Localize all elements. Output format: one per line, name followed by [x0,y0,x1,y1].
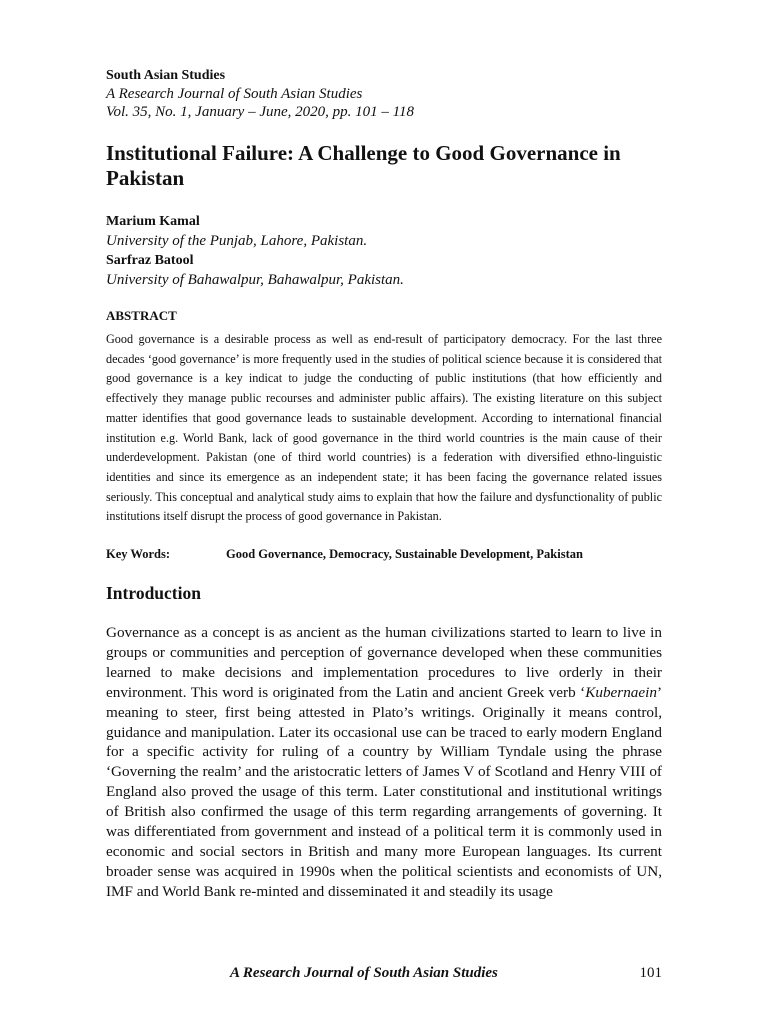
author-affiliation: University of the Punjab, Lahore, Pakistan. [106,233,368,249]
section-heading-introduction: Introduction [106,583,201,604]
article-title: Institutional Failure: A Challenge to Good Governance in Pakistan [106,141,621,190]
intro-text-part-1: Governance as a concept is as ancient as the human civilizations started to learn to live in groups or communities and perception of governance developed when these communities learned to make decisions and implementation procedures to live orderly in their environment. This word is originated from the Latin and ancient Greek verb ‘ [106,624,662,701]
footer-journal-name: A Research Journal of South Asian Studies [230,965,498,981]
volume-info: Vol. 35, No. 1, January – June, 2020, pp. 101 – 118 [106,104,415,120]
abstract-heading: ABSTRACT [106,308,177,323]
keywords-row [106,546,662,562]
author-name: Sarfraz Batool [106,253,194,268]
intro-text-part-2: ’ meaning to steer, first being attested in Plato’s writings. Originally it means control, guidance and manipulation. Later its occasional use can be traced to early modern England for a specific activity for ruling of a country by William Tyndale using the phrase ‘Governing the realm’ and the aristocratic letters of James V of Scotland and Henry VIII of England also proved the usage of this term. Later constitutional and institutional writings of British also confirmed the usage of this term regarding arrangements of governing. It was differentiated from government and instead of a political term it is commonly used in economic and social sectors in British and many more European languages. Its current broader sense was acquired in 1990s when the political scientists and economists of UN, IMF and World Bank re-minted and disseminated it and steadily its usage [106,683,662,900]
page-number: 101 [639,965,662,981]
keywords-value: Good Governance, Democracy, Sustainable Development, Pakistan [226,547,583,562]
journal-name: South Asian Studies [106,68,226,83]
intro-term-kubernaein: Kubernaein [585,683,657,701]
article-page [106,66,662,902]
author-list [106,212,662,290]
introduction-paragraph [106,623,662,902]
journal-subtitle: A Research Journal of South Asian Studies [106,86,363,102]
author-name: Marium Kamal [106,214,200,229]
keywords-label: Key Words: [106,547,171,562]
page-footer [106,963,662,983]
abstract-text: Good governance is a desirable process as well as end-result of participatory democracy. For the last three decades ‘good governance’ is more frequently used in the studies of political science because it is considered that good governance is a key indicat to judge the conducting of public institutions (that how efficiently and effectively they manage public recourses and administer public affairs). The existing literature on this subject matter identifies that good governance leads to sustainable development. According to international financial institution e.g. World Bank, lack of good governance in the third world countries is the main cause of their underdevelopment. Pakistan (one of third world countries) is a federation with diversified ethno-linguistic identities and since its emergence as an independent state; it has been facing the governance related issues seriously. This conceptual and analytical study aims to explain that how the failure and dysfunctionality of public institutions itself disrupt the process of good governance in Pakistan. [106,332,662,524]
author-affiliation: University of Bahawalpur, Bahawalpur, Pakistan. [106,272,404,288]
